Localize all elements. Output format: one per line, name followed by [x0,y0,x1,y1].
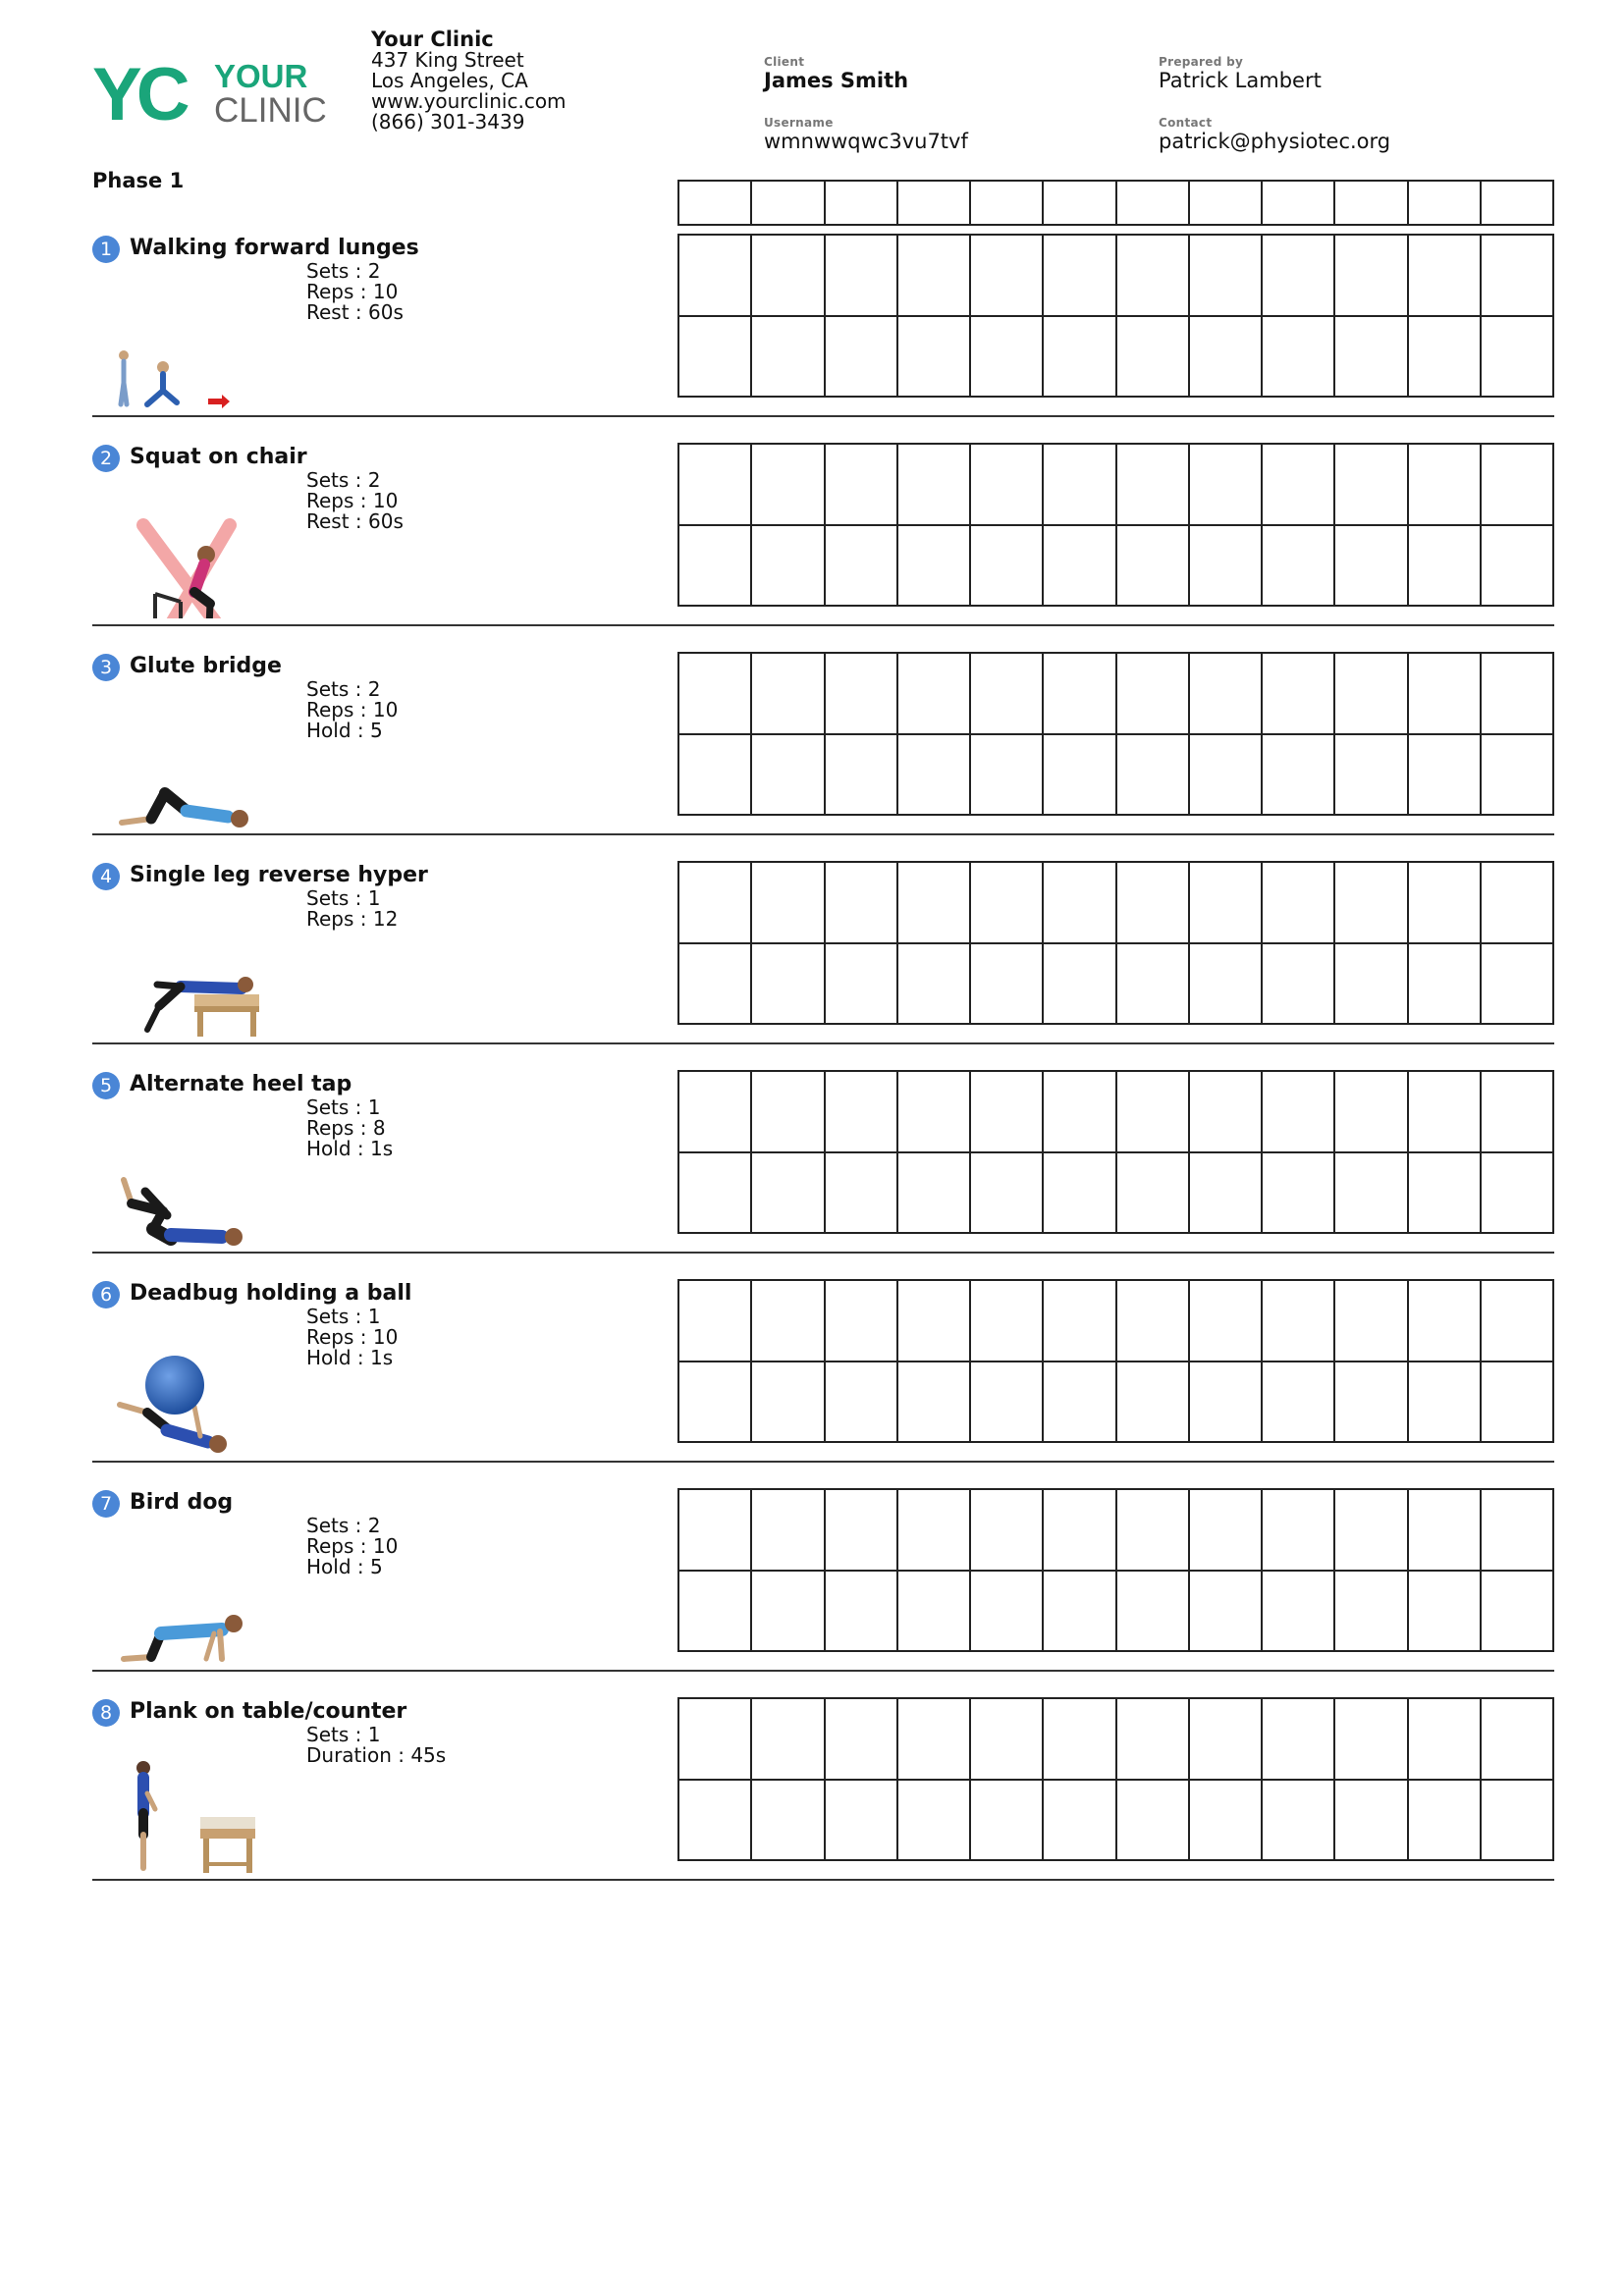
tracking-cell[interactable] [1189,444,1262,525]
tracking-cell[interactable] [1116,235,1189,316]
tracking-cell[interactable] [1408,1152,1481,1234]
tracking-cell[interactable] [1189,1571,1262,1652]
tracking-cell[interactable] [897,862,970,943]
tracking-cell[interactable] [825,235,897,316]
client-name: James Smith [764,69,909,92]
clinic-name: Your Clinic [371,27,494,51]
tracking-cell[interactable] [897,316,970,398]
exercise-divider [92,1252,1554,1254]
tracking-cell[interactable] [970,862,1043,943]
tracking-cell[interactable] [1262,1489,1334,1571]
tracking-cell[interactable] [1481,1489,1553,1571]
tracking-cell[interactable] [1334,525,1407,607]
exercise-4-grid [677,861,1554,1025]
tracking-cell[interactable] [678,1071,751,1152]
tracking-cell[interactable] [1116,1362,1189,1443]
tracking-cell[interactable] [897,1698,970,1780]
exercise-param: Rest : 60s [306,509,404,533]
tracking-cell[interactable] [678,235,751,316]
tracking-cell[interactable] [1408,734,1481,816]
tracking-cell[interactable] [1189,1071,1262,1152]
tracking-cell[interactable] [1116,1489,1189,1571]
tracking-cell[interactable] [1408,1698,1481,1780]
tracking-cell[interactable] [1408,1571,1481,1652]
exercise-divider [92,833,1554,835]
tracking-cell[interactable] [897,734,970,816]
tracking-cell[interactable] [825,734,897,816]
tracking-cell[interactable] [1334,1280,1407,1362]
tracking-cell[interactable] [1262,235,1334,316]
exercise-param: Sets : 1 [306,1723,381,1746]
tracking-cell[interactable] [897,235,970,316]
tracking-cell[interactable] [1481,444,1553,525]
tracking-cell[interactable] [1116,1071,1189,1152]
exercise-param: Sets : 2 [306,259,381,283]
tracking-cell[interactable] [897,1489,970,1571]
exercise-number-badge: 7 [92,1490,120,1518]
exercise-params [306,1725,446,1766]
exercise-divider [92,624,1554,626]
tracking-cell[interactable] [897,1071,970,1152]
tracking-cell[interactable] [678,1698,751,1780]
tracking-cell[interactable] [751,525,824,607]
tracking-cell[interactable] [751,862,824,943]
tracking-cell[interactable] [1116,1152,1189,1234]
tracking-cell[interactable] [825,1152,897,1234]
tracking-cell[interactable] [970,1362,1043,1443]
tracking-header-cell[interactable] [897,181,970,225]
tracking-cell[interactable] [1189,525,1262,607]
tracking-cell[interactable] [1043,862,1115,943]
exercise-param: Sets : 2 [306,1514,381,1537]
exercise-number-badge: 8 [92,1699,120,1727]
tracking-cell[interactable] [1189,1780,1262,1861]
contact-label: Contact [1159,116,1213,130]
tracking-cell[interactable] [825,1571,897,1652]
tracking-cell[interactable] [1043,943,1115,1025]
tracking-cell[interactable] [751,444,824,525]
exercise-param: Sets : 1 [306,1305,381,1328]
tracking-cell[interactable] [825,1280,897,1362]
exercise-param: Reps : 8 [306,1116,386,1140]
exercise-number-badge: 5 [92,1072,120,1099]
exercise-params [306,470,404,532]
tracking-cell[interactable] [1262,1571,1334,1652]
tracking-cell[interactable] [825,1362,897,1443]
tracking-cell[interactable] [751,1489,824,1571]
tracking-cell[interactable] [825,444,897,525]
exercise-param: Reps : 10 [306,280,399,303]
logo-word-clinic: CLINIC [214,91,327,128]
tracking-cell[interactable] [1043,1152,1115,1234]
exercise-5-grid [677,1070,1554,1234]
contact-block [1159,116,1390,153]
client-block [764,55,908,92]
exercise-title: Squat on chair [130,445,307,469]
tracking-cell[interactable] [1262,316,1334,398]
tracking-cell[interactable] [1334,444,1407,525]
exercise-6-grid [677,1279,1554,1443]
tracking-cell[interactable] [678,1362,751,1443]
tracking-cell[interactable] [1408,1280,1481,1362]
tracking-cell[interactable] [897,525,970,607]
exercise-title: Bird dog [130,1490,234,1515]
tracking-header-grid [677,180,1554,226]
clinic-phone: (866) 301-3439 [371,110,525,133]
tracking-cell[interactable] [678,734,751,816]
tracking-cell[interactable] [970,444,1043,525]
exercise-param: Reps : 10 [306,1534,399,1558]
tracking-cell[interactable] [897,444,970,525]
tracking-cell[interactable] [897,1780,970,1861]
tracking-header-cell[interactable] [825,181,897,225]
chair-squat-figure-icon [112,486,259,618]
exercise-title: Walking forward lunges [130,236,419,260]
tracking-cell[interactable] [678,1489,751,1571]
tracking-cell[interactable] [1116,525,1189,607]
phase-title: Phase 1 [92,169,185,192]
tracking-cell[interactable] [1189,1698,1262,1780]
exercise-param: Duration : 45s [306,1743,447,1767]
tracking-cell[interactable] [970,1071,1043,1152]
tracking-cell[interactable] [1481,525,1553,607]
tracking-cell[interactable] [1262,1071,1334,1152]
tracking-cell[interactable] [897,943,970,1025]
tracking-cell[interactable] [1262,862,1334,943]
tracking-cell[interactable] [1043,734,1115,816]
tracking-cell[interactable] [678,862,751,943]
username-value: wmnwwqwc3vu7tvf [764,130,968,153]
tracking-cell[interactable] [897,653,970,734]
tracking-cell[interactable] [970,1780,1043,1861]
tracking-cell[interactable] [1334,943,1407,1025]
tracking-cell[interactable] [1408,235,1481,316]
tracking-cell[interactable] [1116,734,1189,816]
tracking-cell[interactable] [678,943,751,1025]
tracking-header-cell[interactable] [1262,181,1334,225]
tracking-cell[interactable] [825,316,897,398]
tracking-cell[interactable] [1043,1698,1115,1780]
tracking-cell[interactable] [1334,1698,1407,1780]
tracking-cell[interactable] [1043,1780,1115,1861]
tracking-cell[interactable] [1116,1280,1189,1362]
prepared-by-block [1159,55,1322,92]
tracking-cell[interactable] [1189,943,1262,1025]
tracking-cell[interactable] [970,1571,1043,1652]
tracking-cell[interactable] [1408,316,1481,398]
tracking-cell[interactable] [1116,862,1189,943]
tracking-cell[interactable] [1043,1071,1115,1152]
tracking-cell[interactable] [1334,1780,1407,1861]
tracking-cell[interactable] [1262,444,1334,525]
exercise-title: Plank on table/counter [130,1699,407,1724]
tracking-cell[interactable] [751,653,824,734]
tracking-cell[interactable] [1116,1571,1189,1652]
tracking-cell[interactable] [970,1280,1043,1362]
tracking-cell[interactable] [751,1152,824,1234]
tracking-cell[interactable] [1116,316,1189,398]
tracking-cell[interactable] [1116,943,1189,1025]
tracking-cell[interactable] [751,1280,824,1362]
tracking-cell[interactable] [1043,235,1115,316]
tracking-cell[interactable] [678,316,751,398]
exercise-param: Reps : 12 [306,907,399,931]
clinic-website: www.yourclinic.com [371,89,567,113]
exercise-param: Sets : 1 [306,1095,381,1119]
tracking-cell[interactable] [1408,1489,1481,1571]
client-label: Client [764,55,805,69]
exercise-title: Glute bridge [130,654,282,678]
tracking-cell[interactable] [1481,1571,1553,1652]
exercise-number-badge: 6 [92,1281,120,1308]
tracking-cell[interactable] [1334,1071,1407,1152]
tracking-cell[interactable] [678,1152,751,1234]
tracking-cell[interactable] [825,1698,897,1780]
exercise-7-grid [677,1488,1554,1652]
tracking-cell[interactable] [1481,1280,1553,1362]
tracking-cell[interactable] [970,1489,1043,1571]
tracking-cell[interactable] [970,653,1043,734]
tracking-header-cell[interactable] [970,181,1043,225]
exercise-3-grid [677,652,1554,816]
clinic-address-line2: Los Angeles, CA [371,69,528,92]
tracking-cell[interactable] [751,1571,824,1652]
tracking-cell[interactable] [1408,943,1481,1025]
tracking-cell[interactable] [1262,943,1334,1025]
tracking-cell[interactable] [825,1489,897,1571]
tracking-cell[interactable] [1334,734,1407,816]
tracking-cell[interactable] [1043,525,1115,607]
exercise-number-badge: 1 [92,236,120,263]
tracking-cell[interactable] [1043,653,1115,734]
username-block [764,116,968,153]
tracking-cell[interactable] [1481,943,1553,1025]
tracking-header-cell[interactable] [1116,181,1189,225]
tracking-cell[interactable] [1189,734,1262,816]
tracking-cell[interactable] [751,1071,824,1152]
tracking-cell[interactable] [751,1698,824,1780]
tracking-cell[interactable] [825,1071,897,1152]
tracking-cell[interactable] [751,316,824,398]
tracking-cell[interactable] [1408,1362,1481,1443]
logo-initials: YC [92,55,185,128]
tracking-cell[interactable] [751,235,824,316]
exercise-param: Hold : 1s [306,1346,394,1369]
tracking-cell[interactable] [1334,1489,1407,1571]
tracking-cell[interactable] [1334,235,1407,316]
tracking-cell[interactable] [678,525,751,607]
tracking-header-cell[interactable] [1043,181,1115,225]
exercise-number-badge: 4 [92,863,120,890]
exercise-title: Alternate heel tap [130,1072,352,1096]
tracking-cell[interactable] [1116,653,1189,734]
glute-bridge-figure-icon [112,695,259,828]
tracking-cell[interactable] [1408,444,1481,525]
tracking-cell[interactable] [1481,862,1553,943]
exercise-param: Hold : 1s [306,1137,394,1160]
tracking-cell[interactable] [1043,1489,1115,1571]
tracking-header-cell[interactable] [678,181,751,225]
tracking-cell[interactable] [1262,1362,1334,1443]
tracking-cell[interactable] [1408,525,1481,607]
tracking-cell[interactable] [897,1152,970,1234]
exercise-divider [92,1461,1554,1463]
prepared-by-name: Patrick Lambert [1159,69,1322,92]
bird-dog-figure-icon [112,1531,259,1664]
exercise-param: Reps : 10 [306,698,399,721]
tracking-cell[interactable] [678,653,751,734]
deadbug-ball-figure-icon [112,1322,259,1455]
tracking-cell[interactable] [897,1280,970,1362]
tracking-cell[interactable] [825,525,897,607]
exercise-params [306,679,398,741]
tracking-cell[interactable] [678,1571,751,1652]
username-label: Username [764,116,834,130]
exercise-param: Hold : 5 [306,1555,383,1578]
reverse-hyper-figure-icon [112,904,259,1037]
exercise-param: Rest : 60s [306,300,404,324]
tracking-cell[interactable] [1334,653,1407,734]
tracking-cell[interactable] [1116,444,1189,525]
exercise-params [306,261,404,323]
table-plank-figure-icon [112,1740,259,1873]
clinic-logo [92,55,338,128]
tracking-cell[interactable] [970,943,1043,1025]
exercise-params [306,1516,398,1577]
heel-tap-figure-icon [112,1113,259,1246]
tracking-cell[interactable] [1262,1152,1334,1234]
exercise-number-badge: 3 [92,654,120,681]
tracking-cell[interactable] [1043,316,1115,398]
tracking-cell[interactable] [1043,444,1115,525]
clinic-address-line1: 437 King Street [371,48,524,72]
tracking-cell[interactable] [1481,316,1553,398]
tracking-cell[interactable] [678,1280,751,1362]
tracking-cell[interactable] [1481,1780,1553,1861]
tracking-cell[interactable] [970,1152,1043,1234]
tracking-cell[interactable] [1408,1071,1481,1152]
tracking-cell[interactable] [1408,1780,1481,1861]
tracking-cell[interactable] [1189,316,1262,398]
tracking-cell[interactable] [678,444,751,525]
contact-email: patrick@physiotec.org [1159,130,1391,153]
exercise-params [306,1307,398,1368]
tracking-header-cell[interactable] [1334,181,1407,225]
tracking-cell[interactable] [751,943,824,1025]
exercise-divider [92,415,1554,417]
tracking-cell[interactable] [1116,1698,1189,1780]
exercise-params [306,888,398,930]
tracking-cell[interactable] [897,1571,970,1652]
tracking-header-cell[interactable] [1189,181,1262,225]
tracking-cell[interactable] [751,1362,824,1443]
tracking-cell[interactable] [825,943,897,1025]
tracking-cell[interactable] [1481,1071,1553,1152]
tracking-cell[interactable] [825,1780,897,1861]
tracking-cell[interactable] [1262,1698,1334,1780]
tracking-cell[interactable] [970,235,1043,316]
tracking-cell[interactable] [825,862,897,943]
tracking-cell[interactable] [678,1780,751,1861]
exercise-param: Sets : 1 [306,886,381,910]
exercise-param: Hold : 5 [306,719,383,742]
exercise-param: Sets : 2 [306,677,381,701]
exercise-param: Reps : 10 [306,1325,399,1349]
exercise-1-grid [677,234,1554,398]
tracking-cell[interactable] [1189,235,1262,316]
tracking-cell[interactable] [1481,653,1553,734]
tracking-cell[interactable] [897,1362,970,1443]
tracking-cell[interactable] [1481,734,1553,816]
exercise-param: Sets : 2 [306,468,381,492]
tracking-cell[interactable] [1262,653,1334,734]
tracking-cell[interactable] [970,525,1043,607]
tracking-cell[interactable] [1481,1152,1553,1234]
tracking-cell[interactable] [751,734,824,816]
tracking-cell[interactable] [1262,1780,1334,1861]
tracking-header-cell[interactable] [1481,181,1553,225]
tracking-cell[interactable] [1262,525,1334,607]
tracking-cell[interactable] [1189,1152,1262,1234]
tracking-cell[interactable] [1116,1780,1189,1861]
lunge-figure-icon [112,277,259,409]
exercise-title: Deadbug holding a ball [130,1281,412,1306]
tracking-cell[interactable] [1334,862,1407,943]
exercise-divider [92,1042,1554,1044]
tracking-cell[interactable] [1481,235,1553,316]
tracking-cell[interactable] [1189,653,1262,734]
tracking-cell[interactable] [1189,1362,1262,1443]
tracking-cell[interactable] [970,1698,1043,1780]
tracking-cell[interactable] [1334,1362,1407,1443]
tracking-header-cell[interactable] [751,181,824,225]
tracking-cell[interactable] [1189,1280,1262,1362]
prepared-by-label: Prepared by [1159,55,1244,69]
tracking-cell[interactable] [751,1780,824,1861]
exercise-number-badge: 2 [92,445,120,472]
tracking-cell[interactable] [1262,734,1334,816]
exercise-2-grid [677,443,1554,607]
exercise-divider [92,1670,1554,1672]
tracking-cell[interactable] [1189,862,1262,943]
tracking-cell[interactable] [1408,862,1481,943]
tracking-cell[interactable] [1262,1280,1334,1362]
tracking-cell[interactable] [970,316,1043,398]
tracking-cell[interactable] [1043,1571,1115,1652]
clinic-info [371,29,567,133]
exercise-params [306,1097,393,1159]
logo-word-your: YOUR [214,58,308,94]
tracking-cell[interactable] [970,734,1043,816]
exercise-title: Single leg reverse hyper [130,863,428,887]
tracking-cell[interactable] [1334,316,1407,398]
tracking-cell[interactable] [1481,1362,1553,1443]
exercise-8-grid [677,1697,1554,1861]
tracking-cell[interactable] [825,653,897,734]
exercise-divider [92,1879,1554,1881]
tracking-cell[interactable] [1334,1152,1407,1234]
tracking-cell[interactable] [1408,653,1481,734]
tracking-cell[interactable] [1189,1489,1262,1571]
tracking-header-cell[interactable] [1408,181,1481,225]
tracking-cell[interactable] [1334,1571,1407,1652]
tracking-cell[interactable] [1481,1698,1553,1780]
exercise-param: Reps : 10 [306,489,399,512]
tracking-cell[interactable] [1043,1362,1115,1443]
tracking-cell[interactable] [1043,1280,1115,1362]
